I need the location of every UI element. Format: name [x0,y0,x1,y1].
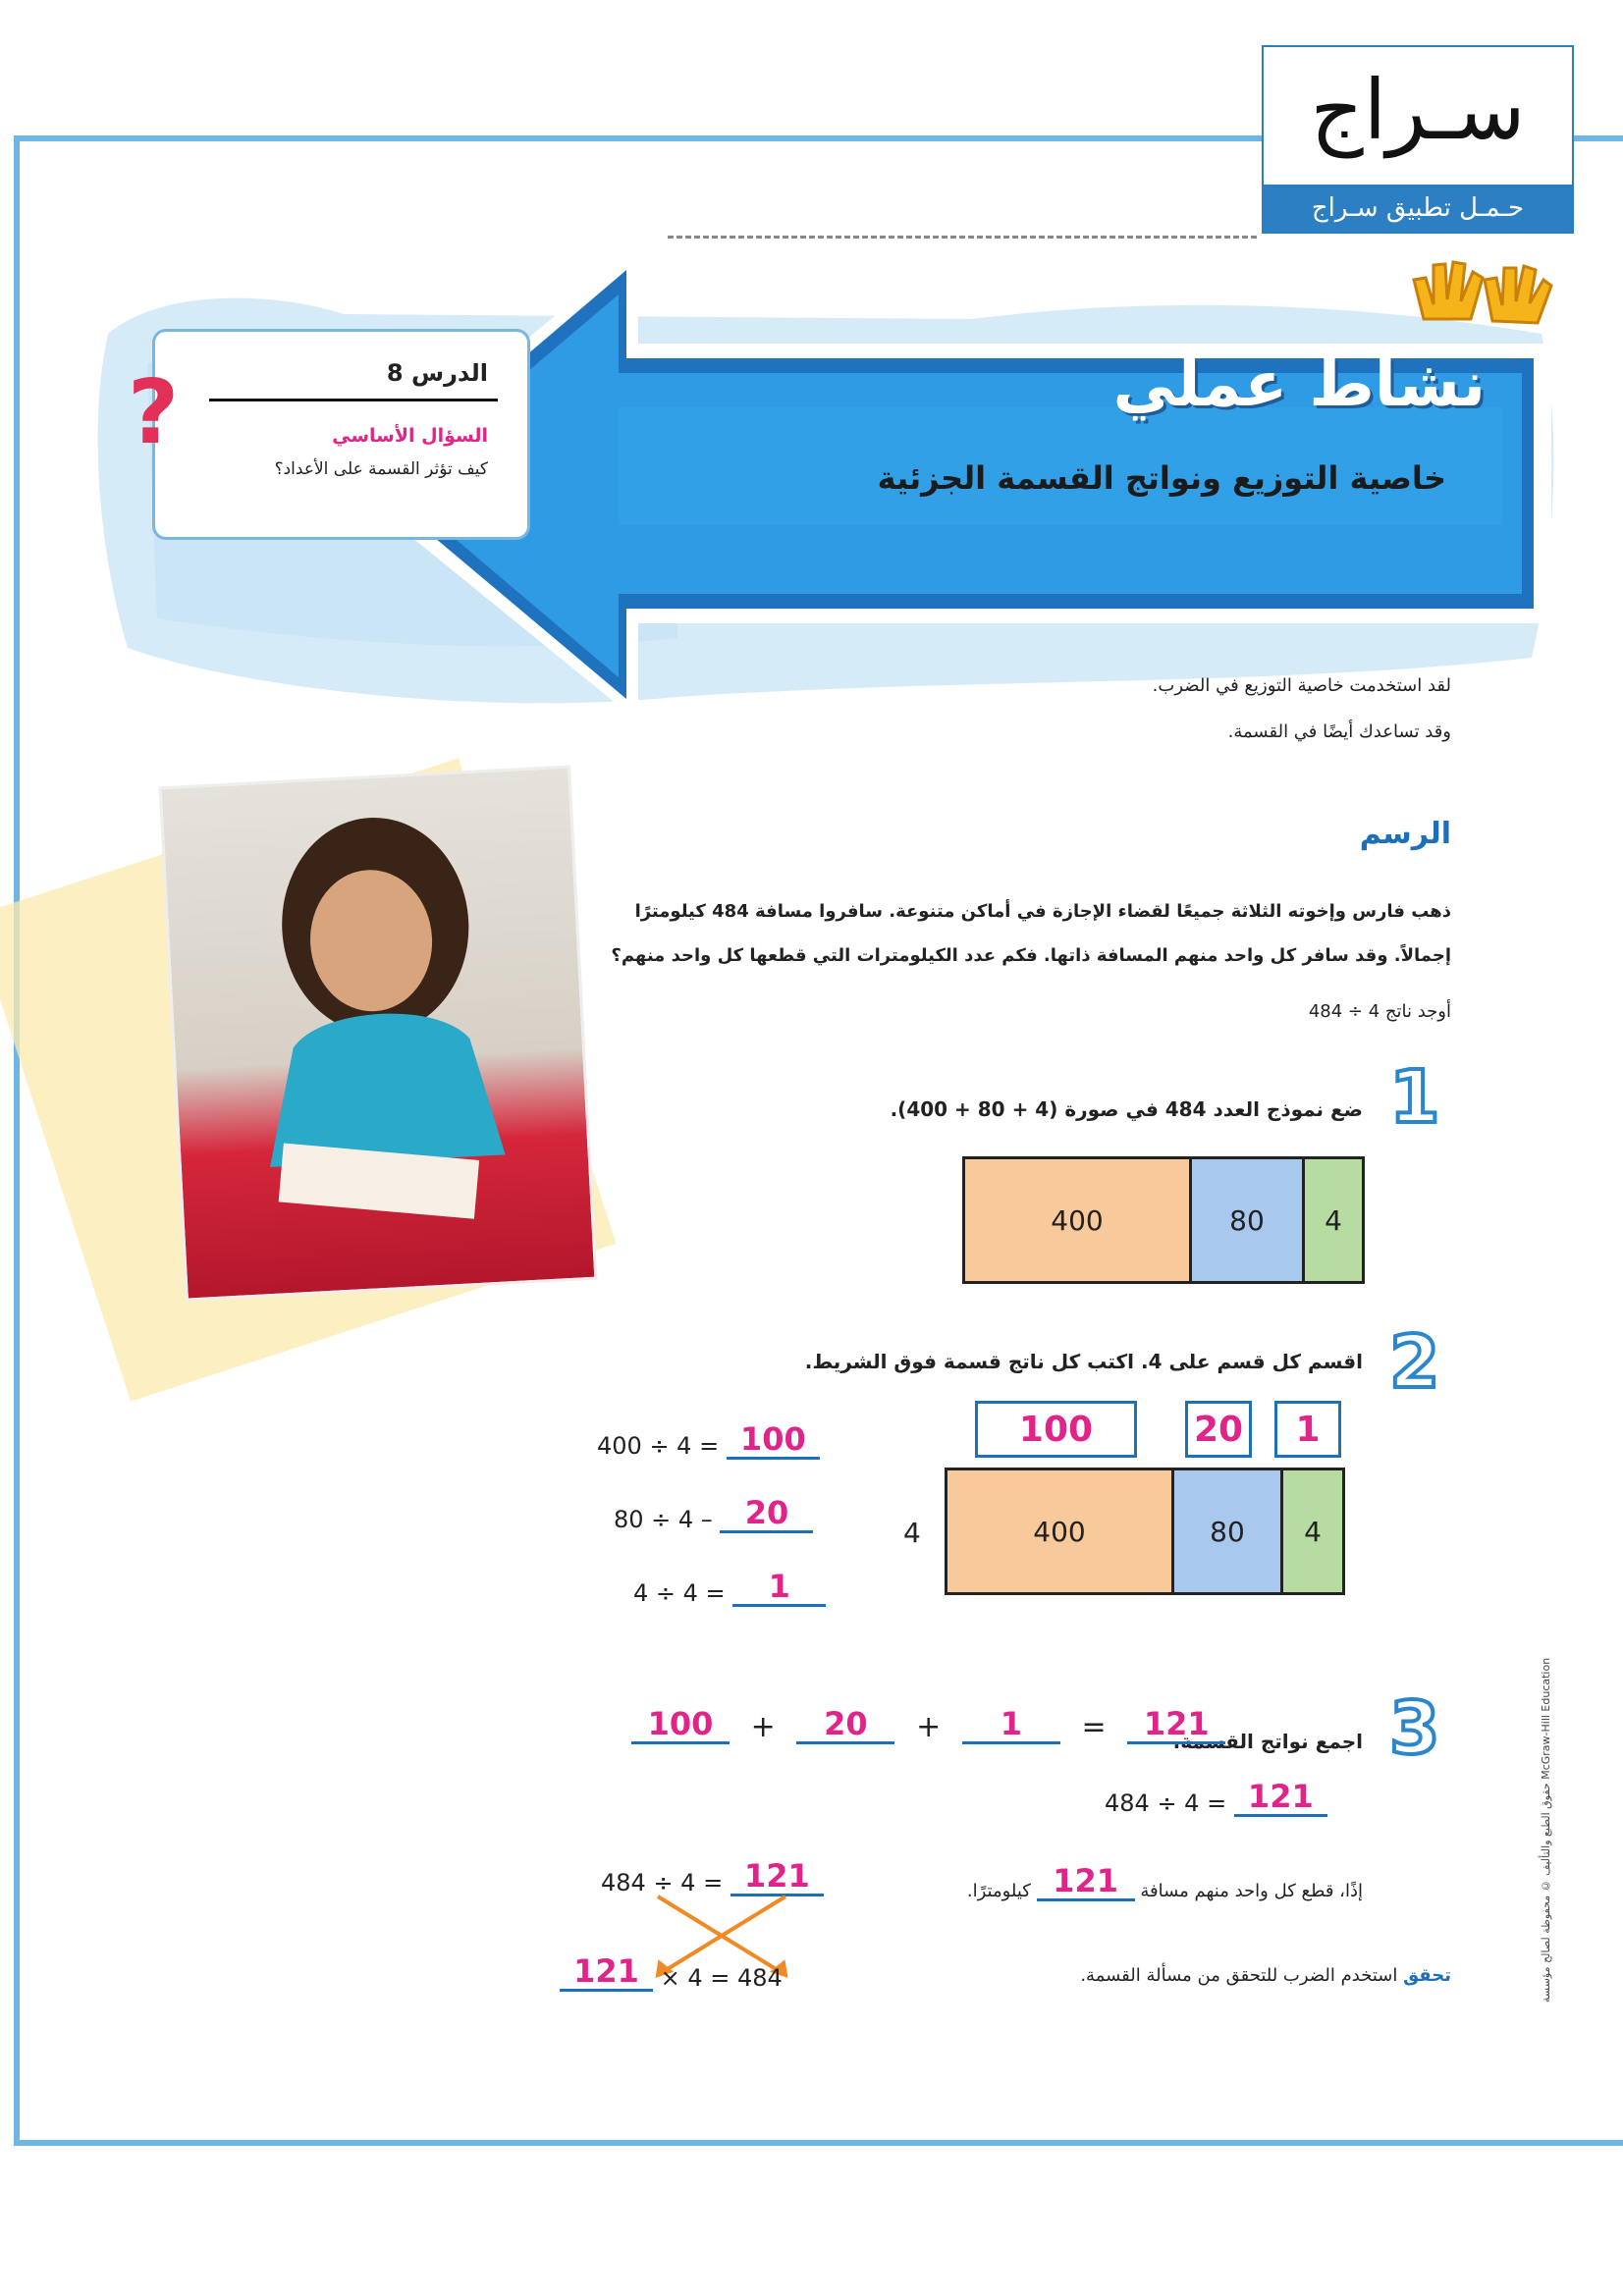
student-photo [159,765,598,1301]
question-mark-icon: ? [128,361,180,464]
step-1-number: 1 [1389,1055,1440,1140]
addend-20[interactable]: 20 [796,1706,894,1744]
sum-equation [631,1706,1225,1744]
section-heading: الرسم [1359,817,1451,851]
logo-word: سـراج [1310,62,1526,158]
division-equation-80 [614,1495,813,1533]
check-division-answer[interactable]: 121 [730,1858,824,1896]
check-multiplication-right: × 4 = 484 [660,1964,783,1992]
answer-100[interactable]: 100 [727,1421,820,1460]
division-equation-4 [633,1569,826,1607]
bar-segment-80: 80 [1189,1159,1302,1281]
siraj-logo[interactable] [1262,45,1574,234]
check-multiplication-answer[interactable]: 121 [560,1953,653,1992]
problem-line-1: ذهب فارس وإخوته الثلاثة جميعًا لقضاء الإجازة في أماكن متنوعة. سافروا مسافة 484 كيلومترًا [634,901,1451,922]
bar-segment-80: 80 [1171,1470,1280,1592]
check-label: تحقق [1403,1965,1451,1986]
lesson-divider [209,399,498,401]
quotient-box-100[interactable]: 100 [975,1401,1137,1458]
equation-left: 484 ÷ 4 = [1105,1789,1227,1817]
check-text: استخدم الضرب للتحقق من مسألة القسمة. [1080,1965,1398,1986]
bar-segment-4: 4 [1280,1470,1342,1592]
lesson-number: الدرس 8 [386,359,488,387]
equation-left: 4 ÷ 4 = [633,1579,726,1607]
step-1-bar-model [962,1156,1365,1284]
check-multiplication [560,1953,783,1992]
addend-100[interactable]: 100 [631,1706,730,1744]
equals-sign: = [1081,1710,1107,1744]
check-division-left: 484 ÷ 4 = [601,1869,724,1896]
check-equation [1105,1779,1327,1817]
addend-1[interactable]: 1 [962,1706,1060,1744]
step-3-number: 3 [1389,1686,1440,1771]
answer-1[interactable]: 1 [732,1569,826,1607]
page-title: نشاط عملي [1112,348,1486,421]
bar-segment-400: 400 [947,1470,1171,1592]
essential-question-text: كيف تؤثر القسمة على الأعداد؟ [274,459,488,479]
bar-segment-400: 400 [965,1159,1189,1281]
plus-sign: + [750,1710,776,1744]
division-equation-400 [597,1421,820,1460]
problem-line-2: إجمالاً. وقد سافر كل واحد منهم المسافة ذاتها. فكم عدد الكيلومترات التي قطعها كل واحد منهم؟ [611,945,1451,966]
quotient-box-20[interactable]: 20 [1185,1401,1252,1458]
check-line [1080,1965,1451,1986]
step-2-text: اقسم كل قسم على 4. اكتب كل ناتج قسمة فوق الشريط. [804,1350,1363,1373]
sum-answer[interactable]: 121 [1127,1706,1225,1744]
conclusion-line [967,1863,1363,1901]
logo-tagline: حـمـل تطبيق سـراج [1264,185,1572,232]
intro-line-2: وقد تساعدك أيضًا في القسمة. [1227,721,1451,742]
lesson-card [128,329,530,540]
intro-line-1: لقد استخدمت خاصية التوزيع في الضرب. [1152,675,1451,696]
step-3-text: اجمع نواتج القسمة. [1172,1730,1363,1753]
bar-segment-4: 4 [1302,1159,1362,1281]
plus-sign: + [916,1710,942,1744]
step-2-bar-model [945,1468,1345,1595]
page-subtitle: خاصية التوزيع ونواتج القسمة الجزئية [877,459,1446,497]
step-1-text: ضع نموذج العدد 484 في صورة (4 + 80 + 400). [890,1097,1363,1121]
essential-question-label: السؤال الأساسي [332,425,488,447]
copyright-notice: حقوق الطبع والتأليف © محفوظة لصالح مؤسسة McGraw-Hill Education [1540,1657,1552,2002]
divisor-label: 4 [903,1517,921,1549]
quotient-box-1[interactable]: 1 [1274,1401,1341,1458]
hands-icon [1404,250,1561,339]
find-instruction: أوجد ناتج 4 ÷ 484 [1308,1001,1451,1022]
step-2-number: 2 [1389,1320,1440,1405]
conclusion-answer[interactable]: 121 [1037,1863,1135,1901]
check-answer[interactable]: 121 [1234,1779,1327,1817]
answer-20[interactable]: 20 [720,1495,813,1533]
student-illustration [162,768,598,1301]
conclusion-suffix: كيلومترًا. [966,1881,1031,1901]
equation-left: 400 ÷ 4 = [597,1432,720,1460]
conclusion-prefix: إذًا، قطع كل واحد منهم مسافة [1140,1881,1363,1901]
equation-left: 80 ÷ 4 – [614,1506,713,1533]
